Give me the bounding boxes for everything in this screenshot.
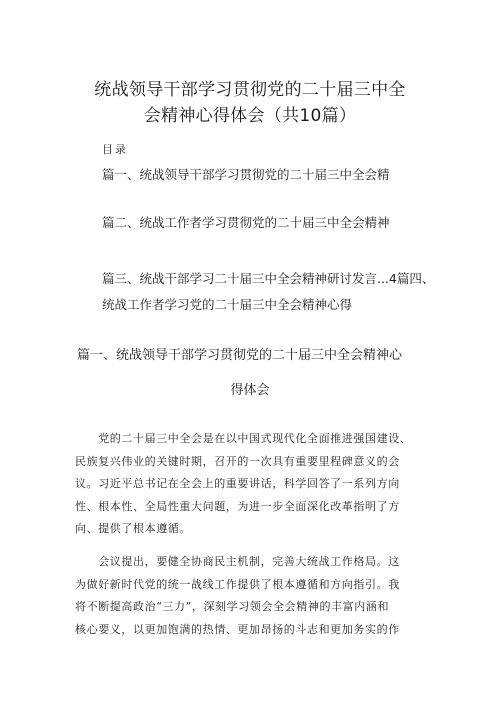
body-line: 性、根本性、全局性重大问题，为进一步全面深化改革指明了方 (75, 499, 400, 513)
toc-heading: 目录 (102, 143, 128, 156)
body-line: 将不断提高政治“三力”，深刻学习领会全会精神的丰富内涵和 (75, 600, 390, 614)
body-line: 会议提出，要健全协商民主机制，完善大统战工作格局。这 (75, 555, 400, 568)
document-title-line-2: 会精神心得体会（共10篇） (143, 106, 357, 126)
document-title (70, 77, 430, 129)
body-line: 向、提供了根本遵循。 (75, 522, 191, 536)
toc-item-1[interactable]: 篇一、统战领导干部学习贯彻党的二十届三中全会精 (102, 167, 390, 182)
body-line: 议。习近平总书记在全会上的重要讲话，科学回答了一系列方向 (75, 477, 400, 491)
body-paragraph-2 (75, 551, 427, 641)
document-title-line-1: 统战领导干部学习贯彻党的二十届三中全 (94, 80, 406, 100)
body-line: 党的二十届三中全会是在以中国式现代化全面推进强国建设、 (75, 432, 412, 445)
toc-item-3[interactable]: 篇三、统战干部学习二十届三中全会精神研讨发言...4篇四、 (102, 271, 435, 286)
body-line: 核心要义，以更加饱满的热情、更加昂扬的斗志和更加务实的作 (75, 622, 400, 636)
toc-item-2[interactable]: 篇二、统战工作者学习贯彻党的二十届三中全会精神 (102, 215, 390, 230)
body-line: 民族复兴伟业的关键时期，召开的一次具有重要里程碑意义的会 (75, 454, 400, 468)
section-heading-line-1: 篇一、统战领导干部学习贯彻党的二十届三中全会精神心 (77, 348, 403, 363)
section-heading-line-2: 得体会 (230, 383, 270, 398)
toc-item-4[interactable]: 统战工作者学习党的二十届三中全会精神心得 (102, 297, 353, 312)
body-paragraph-1 (75, 428, 427, 541)
body-line: 为做好新时代党的统一战线工作提供了根本遵循和方向指引。我 (75, 577, 400, 591)
